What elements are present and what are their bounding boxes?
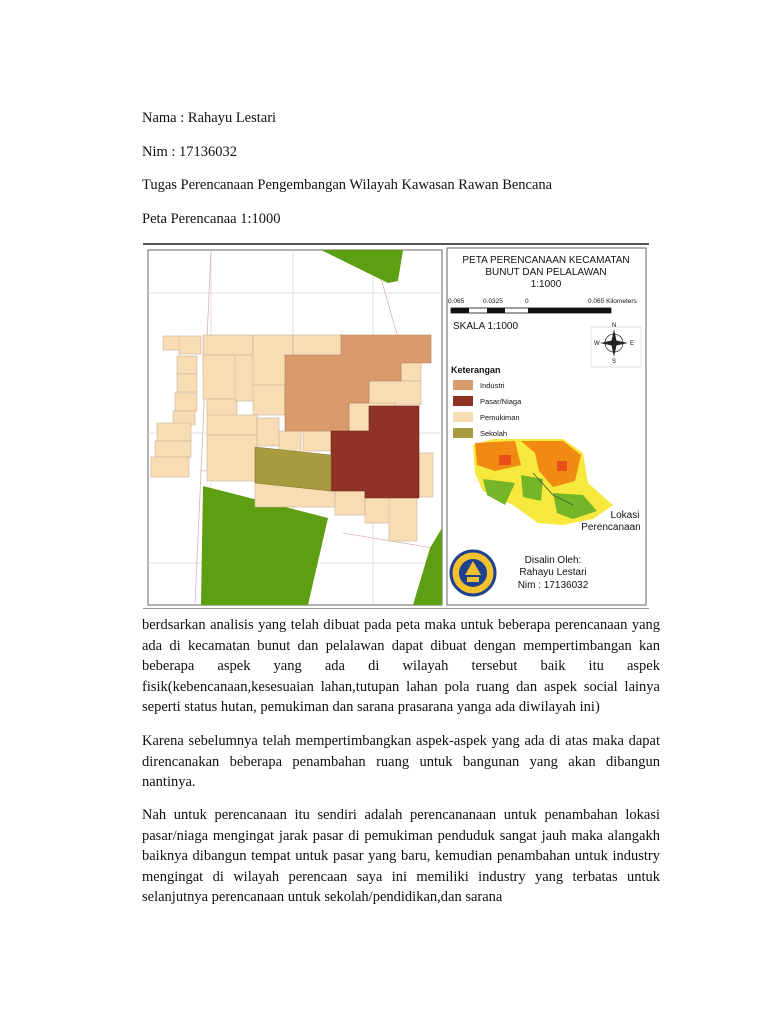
legend-swatch	[453, 412, 473, 422]
scalebar-tick-1: 0.0325	[483, 298, 503, 305]
legend-swatch	[453, 396, 473, 406]
legend-label: Sekolah	[480, 429, 508, 438]
tugas-line: Tugas Perencanaan Pengembangan Wilayah Kawasan Rawan Bencana	[142, 177, 553, 193]
planning-map	[143, 243, 649, 611]
scalebar-tick-0: 0.065	[448, 298, 465, 305]
scalebar-tick-2: 0	[525, 298, 529, 305]
svg-text:E: E	[630, 341, 635, 347]
nama-line: Nama : Rahayu Lestari	[142, 110, 277, 126]
university-logo-icon	[451, 551, 495, 595]
inset-label-line2: Perencanaan	[581, 522, 641, 533]
svg-text:N: N	[612, 323, 617, 329]
legend-label: Pasar/Niaga	[480, 397, 522, 406]
paragraph-1: berdsarkan analisis yang telah dibuat pada peta maka untuk beberapa perencanaan yang ada di kecamatan bunut dan pelalawan dapat dibuat dengan mempertimbangan kan beberapa aspek yang ada di wilayah tersebut baik itu aspek fisik(kebencanaan,kesesuaian lahan,tutupan lahan pola ruang dan aspek social lainya seperti status hutan, pemukiman dan sarana prasarana yanga ada diwilayah ini)	[142, 617, 660, 716]
legend-swatch	[453, 380, 473, 390]
legend-swatch	[453, 428, 473, 438]
map-figure	[143, 243, 649, 611]
paragraph-3: Nah untuk perencanaan itu sendiri adalah perencananaan untuk penambahan lokasi pasar/niaga mengingat jarak pasar di pemukiman penduduk sangat jauh maka alangakh baiknya dibangun tempat untuk pasar yang baru, kemudian penambahan untuk industry mengingat di wilayah perencaan saya ini memiliki industry yang terbatas untuk selanjutnya perencanaan untuk sekolah/pendidikan,dan sarana	[142, 807, 660, 906]
compass-icon	[591, 323, 641, 367]
map-title-line3: 1:1000	[530, 279, 562, 290]
credit-line3: Nim : 17136032	[517, 580, 589, 591]
nim-line: Nim : 17136032	[142, 144, 238, 160]
svg-text:S: S	[612, 359, 617, 365]
school-zone	[255, 447, 331, 491]
scale-text: SKALA 1:1000	[453, 321, 519, 332]
credit-line1: Disalin Oleh:	[524, 555, 582, 566]
inset-label-line1: Lokasi	[610, 510, 640, 521]
svg-text:W: W	[594, 341, 600, 347]
credit-line2: Rahayu Lestari	[519, 567, 587, 578]
legend-title: Keterangan	[451, 365, 501, 375]
map-top-rule	[143, 243, 649, 245]
legend-label: Industri	[480, 381, 505, 390]
peta-line: Peta Perencanaa 1:1000	[142, 211, 281, 227]
map-title-line1: PETA PERENCANAAN KECAMATAN	[462, 255, 630, 266]
map-bottom-rule	[143, 608, 649, 609]
scalebar-tick-3: 0.065 Kilometers	[588, 298, 637, 305]
paragraph-2: Karena sebelumnya telah mempertimbangkan aspek-aspek yang ada di atas maka dapat direncanakan beberapa penambahan ruang untuk bangunan yang akan dibangun nantinya.	[142, 733, 660, 791]
map-title-line2: BUNUT DAN PELALAWAN	[485, 267, 607, 278]
legend-label: Pemukiman	[480, 413, 520, 422]
